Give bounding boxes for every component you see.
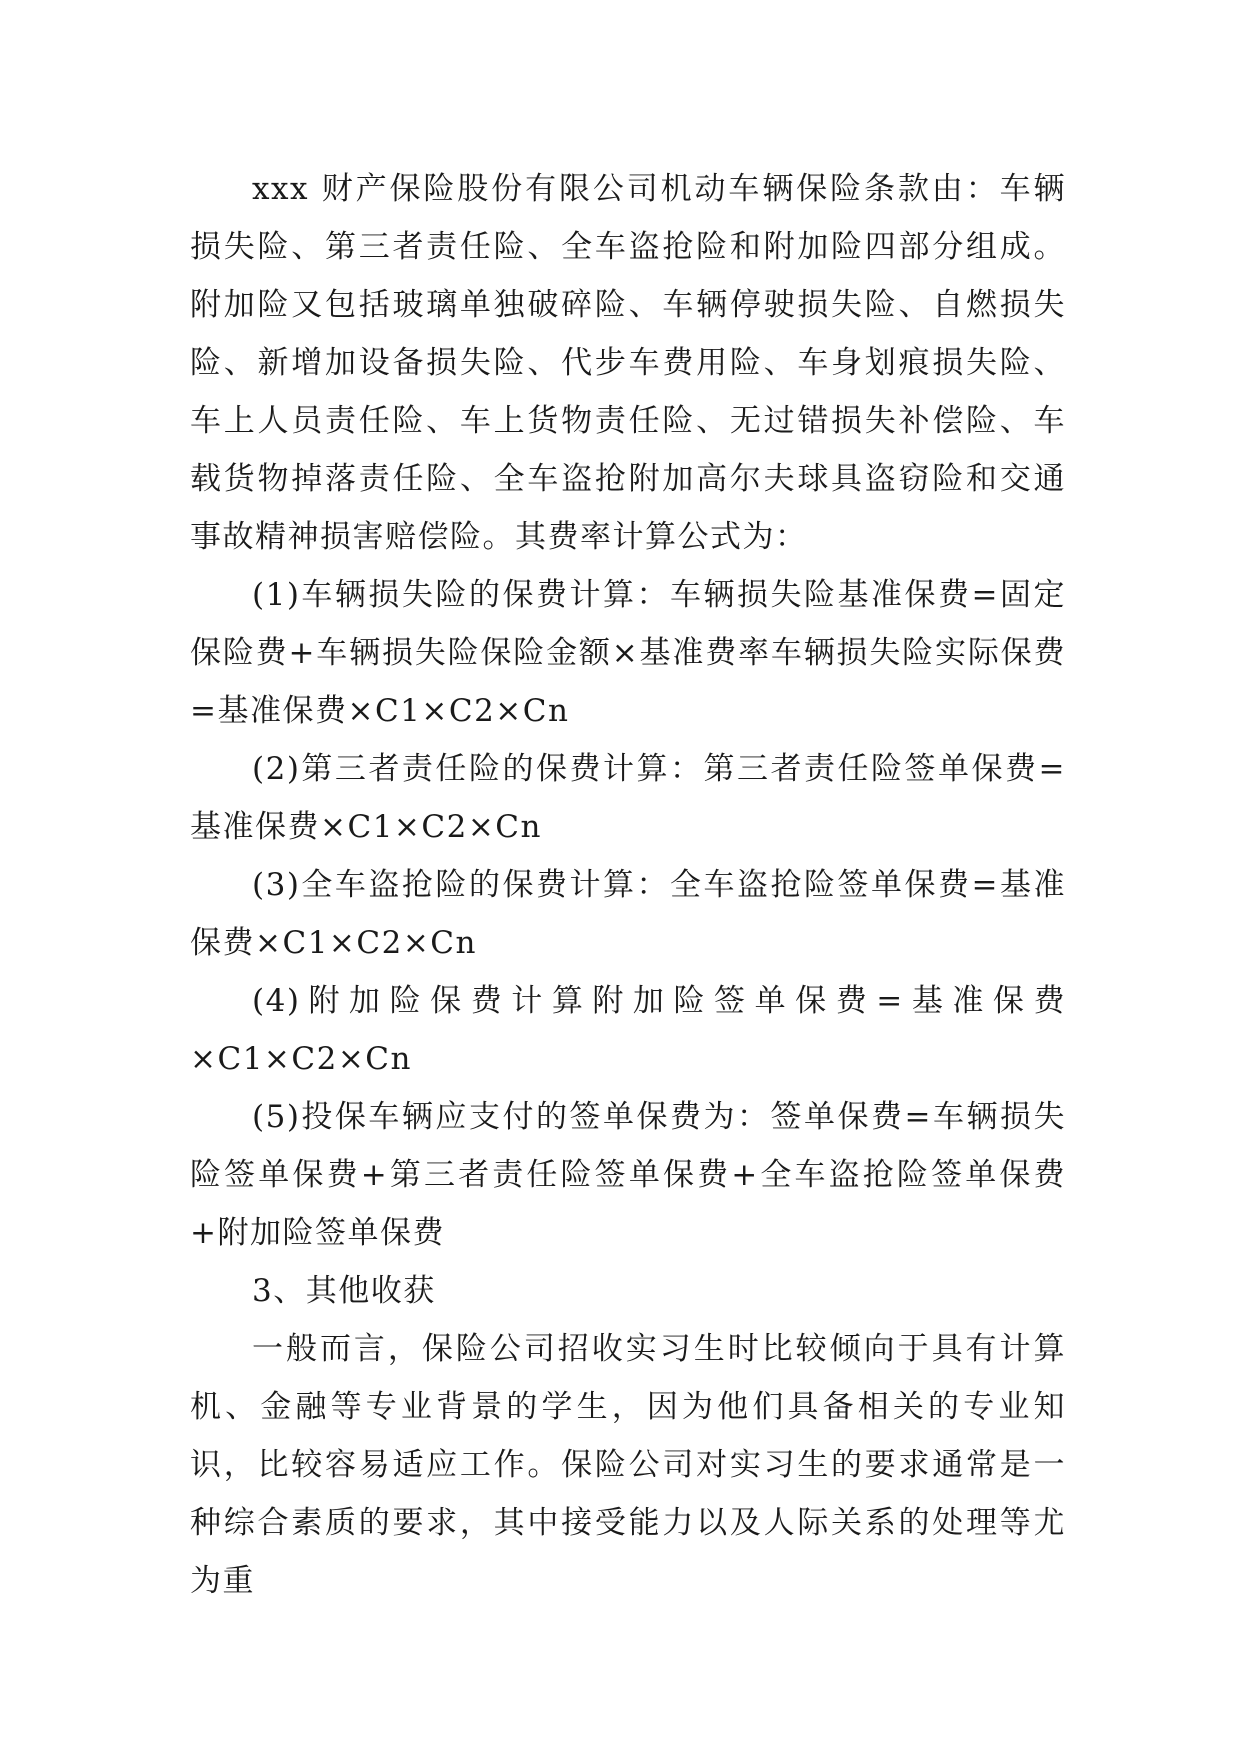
section-heading-other-gains: 3、其他收获 xyxy=(252,1273,436,1309)
paragraph-formula-1: (1)车辆损失险的保费计算：车辆损失险基准保费=固定保险费+车辆损失险保险金额×基准费率车辆损失险实际保费=基准保费×C1×C2×Cn xyxy=(190,577,1066,729)
paragraph-formula-5: (5)投保车辆应支付的签单保费为：签单保费=车辆损失险签单保费+第三者责任险签单保费+全车盗抢险签单保费+附加险签单保费 xyxy=(190,1099,1066,1251)
paragraph-formula-3: (3)全车盗抢险的保费计算：全车盗抢险签单保费=基准保费×C1×C2×Cn xyxy=(190,867,1066,961)
paragraph-formula-4: (4)附加险保费计算附加险签单保费=基准保费×C1×C2×Cn xyxy=(190,983,1066,1077)
paragraph-insurance-terms: xxx 财产保险股份有限公司机动车辆保险条款由：车辆损失险、第三者责任险、全车盗抢险和附加险四部分组成。附加险又包括玻璃单独破碎险、车辆停驶损失险、自燃损失险、新增加设备损失险、代步车费用险、车身划痕损失险、车上人员责任险、车上货物责任险、无过错损失补偿险、车载货物掉落责任险、全车盗抢附加高尔夫球具盗窃险和交通事故精神损害赔偿险。其费率计算公式为： xyxy=(190,171,1066,555)
paragraph-formula-2: (2)第三者责任险的保费计算：第三者责任险签单保费=基准保费×C1×C2×Cn xyxy=(190,751,1066,845)
paragraph-internship: 一般而言，保险公司招收实习生时比较倾向于具有计算机、金融等专业背景的学生，因为他们具备相关的专业知识，比较容易适应工作。保险公司对实习生的要求通常是一种综合素质的要求，其中接受能力以及人际关系的处理等尤为重 xyxy=(190,1331,1066,1599)
document-body xyxy=(190,160,1066,1610)
